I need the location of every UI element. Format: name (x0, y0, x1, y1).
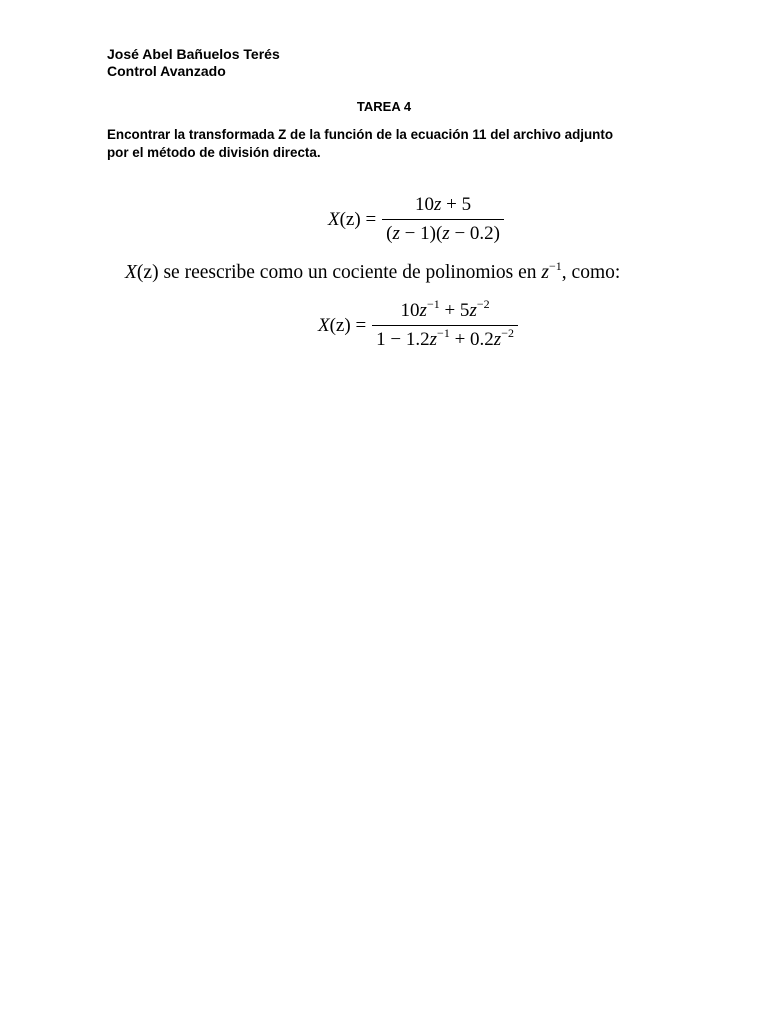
equation-1-numerator: 10z + 5 (415, 194, 472, 215)
equation-1-lhs: X(z) = (328, 208, 377, 230)
equation-2-fraction (372, 297, 518, 351)
statement-line-1: Encontrar la transformada Z de la función de la ecuación 11 del archivo adjunto (107, 127, 613, 142)
statement-line-2: por el método de división directa. (107, 145, 321, 160)
equation-2-lhs: X(z) = (318, 314, 367, 336)
equation-1-fraction (382, 194, 504, 245)
problem-statement (107, 126, 687, 162)
equation-1-denominator: (z − 1)(z − 0.2) (382, 219, 504, 245)
document-header (107, 46, 280, 80)
author-name: José Abel Bañuelos Terés (107, 46, 280, 62)
equation-1 (328, 194, 504, 245)
assignment-title: TAREA 4 (356, 99, 412, 114)
equation-2-numerator: $10z^{-1} + 5z^{-2}$ (400, 297, 490, 321)
equation-2 (318, 297, 518, 351)
equation-2-denominator: $1 - 1.2z^{-1} + 0.2z^{-2}$ (372, 325, 518, 351)
course-name: Control Avanzado (107, 63, 226, 79)
rewrite-sentence: X(z) se reescribe como un cociente de polinomios en $z^{-1}$, como: (125, 259, 621, 283)
